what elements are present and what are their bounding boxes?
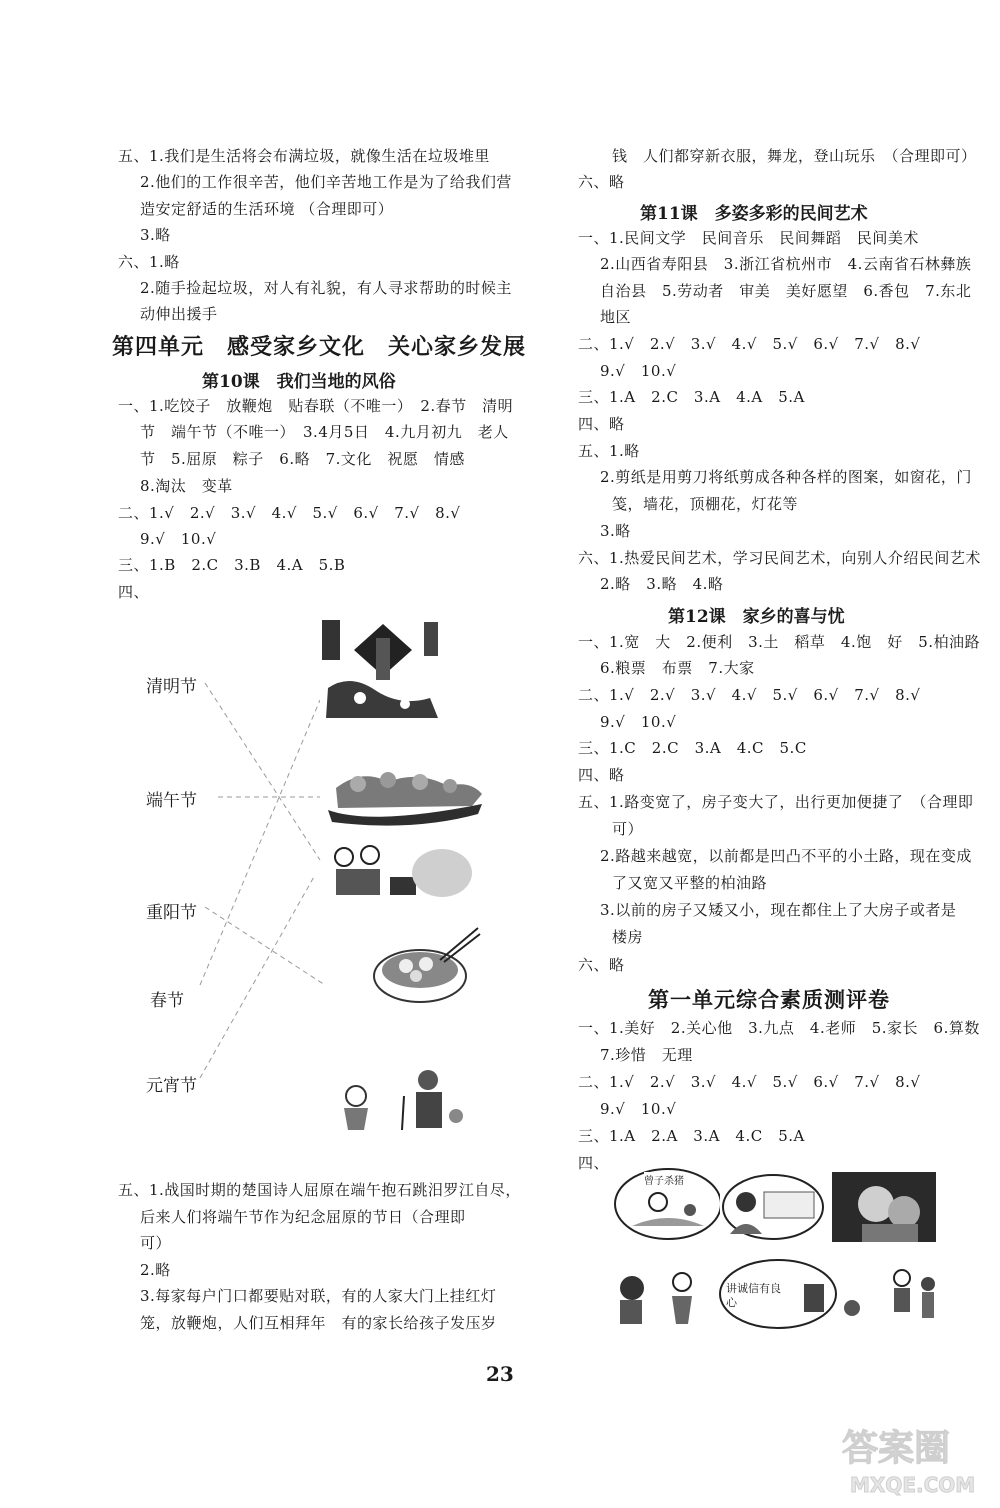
lesson-10-heading: 第10课 我们当地的风俗: [202, 372, 396, 392]
right-b4: 四、略: [578, 766, 625, 784]
left-q2b: 9.√ 10.√: [140, 530, 217, 548]
honesty-bubble: 讲诚信有良心: [726, 1282, 781, 1309]
right-c4: 四、: [578, 1154, 610, 1172]
right-a6b: 2.略 3.略 4.略: [600, 575, 724, 593]
watermark-logo: [836, 1412, 986, 1502]
festival-qingming: 清明节: [146, 677, 197, 697]
festival-chunjie: 春节: [150, 991, 184, 1011]
right-a5c: 笺，墙花，顶棚花，灯花等: [612, 495, 799, 513]
festival-chongyang: 重阳节: [146, 903, 197, 923]
right-b2b: 9.√ 10.√: [600, 713, 677, 731]
unit-1-test-heading: 第一单元综合素质测评卷: [648, 987, 890, 1012]
right-b1a: 一、1.宽 大 2.便利 3.土 稻草 4.饱 好 5.柏油路: [578, 633, 981, 651]
left-q1b: 节 端午节（不唯一） 3.4月5日 4.九月初九 老人: [140, 423, 509, 441]
left-q1a: 一、1.吃饺子 放鞭炮 贴春联（不唯一） 2.春节 清明: [118, 397, 514, 415]
left-l4: 3.略: [140, 226, 171, 244]
right-b6: 六、略: [578, 956, 625, 974]
left-l3: 造安定舒适的生活环境 （合理即可）: [140, 200, 394, 218]
right-a3: 三、1.A 2.C 3.A 4.A 5.A: [578, 388, 805, 406]
right-c1a: 一、1.美好 2.关心他 3.九点 4.老师 5.家长 6.算数: [578, 1019, 980, 1037]
right-a5b: 2.剪纸是用剪刀将纸剪成各种各样的图案，如窗花，门: [600, 468, 972, 486]
zengzi-bubble: 曾子杀猪: [644, 1172, 684, 1187]
left-q4: 四、: [118, 583, 150, 601]
right-a5d: 3.略: [600, 522, 631, 540]
right-a1d: 地区: [600, 308, 632, 326]
left-l5: 六、1.略: [118, 253, 180, 271]
left-q3: 三、1.B 2.C 3.B 4.A 5.B: [118, 556, 346, 574]
right-a2a: 二、1.√ 2.√ 3.√ 4.√ 5.√ 6.√ 7.√ 8.√: [578, 335, 921, 353]
left-l7: 动伸出援手: [140, 305, 218, 323]
left-l2: 2.他们的工作很辛苦，他们辛苦地工作是为了给我们营: [140, 173, 512, 191]
svg-text:答案圈: 答案圈: [842, 1428, 951, 1469]
right-c2b: 9.√ 10.√: [600, 1100, 677, 1118]
honesty-theme-image: [612, 1256, 942, 1332]
right-a1b: 2.山西省寿阳县 3.浙江省杭州市 4.云南省石林彝族: [600, 255, 972, 273]
unit-4-heading: 第四单元 感受家乡文化 关心家乡发展: [112, 334, 527, 360]
right-b5b: 可）: [612, 820, 644, 838]
right-b2a: 二、1.√ 2.√ 3.√ 4.√ 5.√ 6.√ 7.√ 8.√: [578, 686, 921, 704]
left-q2a: 二、1.√ 2.√ 3.√ 4.√ 5.√ 6.√ 7.√ 8.√: [118, 504, 461, 522]
left-q1d: 8.淘汰 变革: [140, 477, 233, 495]
right-a5a: 五、1.略: [578, 442, 640, 460]
left-q5c: 可）: [140, 1234, 172, 1252]
lesson-11-heading: 第11课 多姿多彩的民间艺术: [640, 204, 868, 224]
elderly-family-image: [332, 1066, 470, 1134]
svg-text:MXQE.COM: MXQE.COM: [850, 1473, 976, 1497]
page-number: 23: [486, 1362, 514, 1386]
right-a6a: 六、1.热爱民间艺术，学习民间艺术，向别人介绍民间艺术: [578, 549, 981, 567]
right-r2: 六、略: [578, 173, 625, 191]
left-q5b: 后来人们将端午节作为纪念屈原的节日（合理即: [140, 1208, 466, 1226]
left-q1c: 节 5.屈原 粽子 6.略 7.文化 祝愿 情感: [140, 450, 465, 468]
right-b1b: 6.粮票 布票 7.大家: [600, 659, 755, 677]
right-a1a: 一、1.民间文学 民间音乐 民间舞蹈 民间美术: [578, 229, 919, 247]
conversation-image: [720, 1172, 826, 1242]
left-q5d: 2.略: [140, 1261, 171, 1279]
right-b5e: 3.以前的房子又矮又小，现在都住上了大房子或者是: [600, 901, 957, 919]
right-c3: 三、1.A 2.A 3.A 4.C 5.A: [578, 1127, 805, 1145]
family-gathering-image: [330, 843, 474, 905]
lesson-12-heading: 第12课 家乡的喜与忧: [668, 607, 845, 627]
right-a1c: 自治县 5.劳动者 审美 美好愿望 6.香包 7.东北: [600, 282, 972, 300]
festival-duanwu: 端午节: [146, 791, 197, 811]
right-a2b: 9.√ 10.√: [600, 362, 677, 380]
right-b5f: 楼房: [612, 928, 644, 946]
children-photo-image: [832, 1172, 936, 1242]
left-q5e: 3.每家每户门口都要贴对联，有的人家大门上挂红灯: [140, 1287, 497, 1305]
right-b5a: 五、1.路变宽了，房子变大了，出行更加便捷了 （合理即: [578, 793, 974, 811]
dumplings-bowl-image: [370, 920, 482, 1012]
left-l6: 2.随手捡起垃圾，对人有礼貌，有人寻求帮助的时候主: [140, 279, 512, 297]
tomb-sweeping-image: [320, 618, 446, 722]
right-b5c: 2.路越来越宽，以前都是凹凸不平的小土路，现在变成: [600, 847, 972, 865]
zengzi-story-image: [612, 1166, 724, 1242]
dragon-boat-image: [322, 760, 488, 832]
right-r1: 钱 人们都穿新衣服，舞龙，登山玩乐 （合理即可）: [612, 147, 977, 165]
left-q5f: 笼，放鞭炮，人们互相拜年 有的家长给孩子发压岁: [140, 1314, 497, 1332]
right-a4: 四、略: [578, 415, 625, 433]
right-b3: 三、1.C 2.C 3.A 4.C 5.C: [578, 739, 807, 757]
left-l1: 五、1.我们是生活将会布满垃圾，就像生活在垃圾堆里: [118, 147, 490, 165]
right-b5d: 了又宽又平整的柏油路: [612, 874, 768, 892]
right-c1b: 7.珍惜 无理: [600, 1046, 693, 1064]
right-c2a: 二、1.√ 2.√ 3.√ 4.√ 5.√ 6.√ 7.√ 8.√: [578, 1073, 921, 1091]
left-q5a: 五、1.战国时期的楚国诗人屈原在端午抱石跳汨罗江自尽，: [118, 1181, 521, 1199]
festival-yuanxiao: 元宵节: [146, 1076, 197, 1096]
